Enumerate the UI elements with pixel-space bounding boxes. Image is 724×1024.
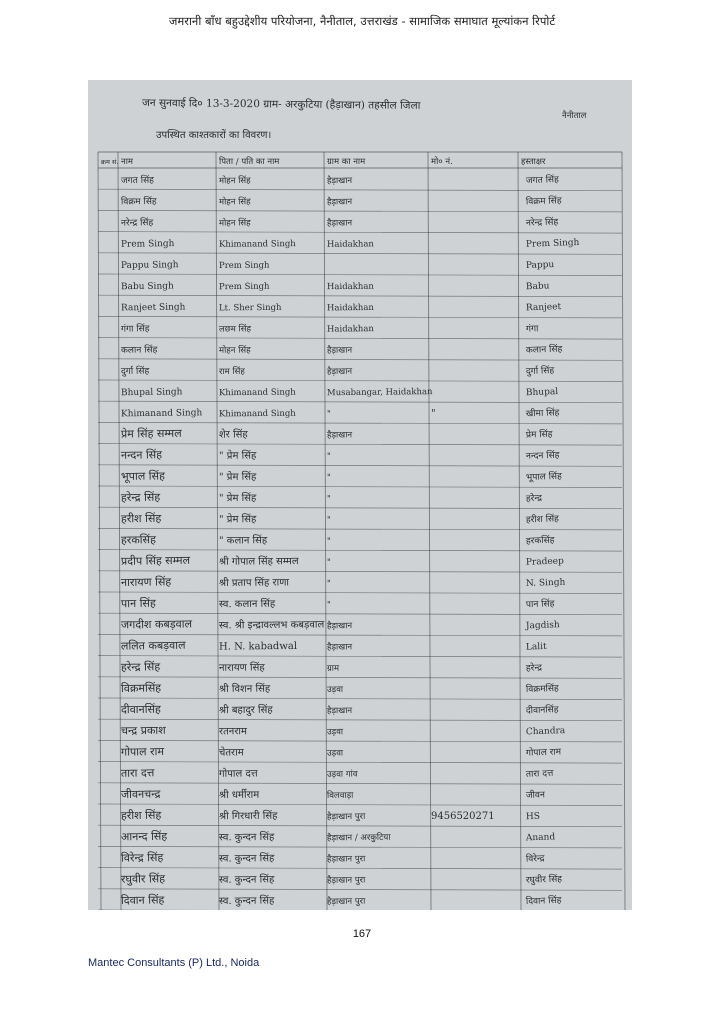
row-father-name: H. N. kabadwal bbox=[218, 640, 298, 653]
row-rule bbox=[98, 401, 622, 403]
row-name: जीवनचन्द्र bbox=[120, 787, 161, 801]
row-village: Haidakhan bbox=[326, 239, 374, 250]
column-header-father: पिता / पति का नाम bbox=[219, 157, 280, 167]
row-village: उड़वा गांव bbox=[326, 769, 358, 780]
row-rule bbox=[98, 528, 622, 530]
row-name: दीवानसिंह bbox=[120, 702, 161, 717]
row-rule bbox=[98, 189, 622, 191]
row-signature: खीमा सिंह bbox=[525, 408, 560, 420]
row-signature: दिवान सिंह bbox=[525, 895, 562, 907]
footer-company: Mantec Consultants (P) Ltd., Noida bbox=[88, 957, 260, 969]
row-village: हैड़ाखान पुरा bbox=[326, 811, 366, 823]
row-father-name: चेतराम bbox=[218, 747, 244, 759]
row-father-name: श्री विशन सिंह bbox=[218, 683, 271, 695]
row-rule bbox=[98, 762, 622, 764]
row-name: हरीश सिंह bbox=[120, 511, 162, 526]
row-father-name: स्व. कुन्दन सिंह bbox=[218, 895, 275, 907]
row-father-name: स्व. कुन्दन सिंह bbox=[218, 831, 275, 844]
row-rule bbox=[98, 486, 622, 488]
row-village: हैड़ाखान bbox=[326, 366, 353, 377]
row-name: जगदीश कबड़वाल bbox=[120, 617, 193, 632]
row-signature: गोपाल राम bbox=[525, 747, 562, 759]
row-rule bbox=[98, 613, 622, 615]
row-signature: हरकसिंह bbox=[525, 535, 555, 547]
column-rule bbox=[622, 152, 625, 910]
row-name: विरेन्द्र सिंह bbox=[120, 851, 164, 865]
row-father-name: Khimanand Singh bbox=[218, 408, 296, 420]
row-name: हरेन्द्र सिंह bbox=[120, 660, 161, 674]
row-rule bbox=[98, 592, 622, 594]
row-signature: हरेन्द्र bbox=[525, 493, 543, 505]
attendance-table-svg bbox=[88, 80, 632, 910]
row-father-name: " प्रेम सिंह bbox=[218, 514, 257, 526]
row-signature: गंगा bbox=[525, 324, 539, 335]
page-header: जमरानी बाँध बहुउद्देशीय परियोजना, नैनीताल, उत्तराखंड - सामाजिक समाघात मूल्यांकन रिपोर्ट bbox=[168, 14, 556, 28]
row-rule bbox=[98, 804, 622, 806]
row-signature: Anand bbox=[525, 832, 556, 844]
row-village: उड़वा bbox=[326, 727, 344, 738]
row-signature: नन्दन सिंह bbox=[525, 450, 560, 462]
row-father-name: " प्रेम सिंह bbox=[218, 450, 257, 462]
row-signature: पान सिंह bbox=[525, 599, 555, 611]
row-rule bbox=[98, 444, 622, 446]
row-signature: Bhupal bbox=[525, 387, 559, 399]
row-village: हैड़ाखान bbox=[326, 621, 353, 632]
row-name: नरेन्द्र सिंह bbox=[120, 218, 154, 229]
sheet-subheading: उपस्थित काश्तकारों का विवरण। bbox=[156, 130, 272, 141]
row-village: हैड़ाखान पुरा bbox=[326, 896, 366, 907]
page-number: 167 bbox=[352, 928, 372, 940]
row-village: हैड़ाखान bbox=[326, 197, 353, 208]
row-village: ग्राम bbox=[326, 663, 340, 674]
row-village: हैड़ाखान bbox=[326, 430, 353, 441]
row-village: हैड़ाखान bbox=[326, 642, 353, 653]
row-name: चन्द्र प्रकाश bbox=[120, 723, 166, 738]
row-father-name: मोहन सिंह bbox=[218, 345, 251, 356]
row-rule bbox=[98, 550, 622, 552]
row-father-name: स्व. कुन्दन सिंह bbox=[218, 853, 275, 865]
row-signature: हरीश सिंह bbox=[525, 514, 560, 526]
row-name: प्रेम सिंह सम्मल bbox=[120, 426, 182, 441]
row-name: Ranjeet Singh bbox=[120, 302, 186, 314]
row-rule bbox=[98, 274, 622, 276]
row-father-name: श्री प्रताप सिंह राणा bbox=[218, 577, 290, 589]
row-signature: विक्रम सिंह bbox=[525, 196, 562, 208]
row-village: हैड़ाखान bbox=[326, 705, 353, 717]
row-name: नारायण सिंह bbox=[120, 575, 172, 589]
row-signature: नरेन्द्र सिंह bbox=[525, 217, 559, 229]
row-father-name: रतनराम bbox=[218, 726, 248, 738]
row-village: " bbox=[326, 557, 331, 568]
row-father-name: राम सिंह bbox=[218, 366, 245, 377]
column-header-village: ग्राम का नाम bbox=[327, 157, 366, 167]
row-name: Pappu Singh bbox=[120, 260, 179, 271]
row-rule bbox=[98, 295, 622, 297]
row-village: हैड़ाखान पुरा bbox=[326, 854, 366, 865]
row-signature: Lalit bbox=[525, 641, 547, 653]
row-village: हैड़ाखान पुरा bbox=[326, 875, 366, 886]
row-village: " bbox=[326, 472, 331, 483]
row-father-name: Khimanand Singh bbox=[218, 239, 296, 250]
row-rule bbox=[98, 338, 622, 340]
row-signature: दुर्गा सिंह bbox=[525, 366, 555, 377]
column-rule bbox=[98, 152, 101, 910]
row-signature: कलान सिंह bbox=[525, 344, 563, 356]
row-village: " bbox=[326, 451, 331, 462]
row-rule bbox=[98, 719, 622, 721]
row-village: " bbox=[326, 578, 331, 589]
row-rule bbox=[98, 210, 622, 212]
column-header-name: नाम bbox=[121, 157, 134, 167]
row-name: हरकसिंह bbox=[120, 533, 156, 547]
column-header-mobile: मो० नं. bbox=[431, 157, 453, 167]
row-rule bbox=[98, 677, 622, 679]
row-rule bbox=[98, 698, 622, 700]
row-rule bbox=[98, 656, 622, 658]
row-signature: विरेन्द्र bbox=[525, 853, 545, 865]
row-village: " bbox=[326, 515, 331, 526]
row-rule bbox=[98, 825, 622, 827]
column-header-serial: क्रम सं. bbox=[101, 158, 119, 166]
column-header-signature: हस्ताक्षर bbox=[521, 157, 546, 167]
row-name: Khimanand Singh bbox=[120, 408, 203, 420]
row-rule bbox=[98, 465, 622, 467]
row-signature: हरेन्द्र bbox=[525, 663, 543, 674]
row-village: " bbox=[326, 494, 331, 505]
row-rule bbox=[98, 316, 622, 318]
row-rule bbox=[98, 232, 622, 234]
row-mobile: " bbox=[431, 408, 436, 420]
row-mobile: 9456520271 bbox=[431, 811, 495, 823]
row-name: गंगा सिंह bbox=[120, 324, 150, 335]
row-name: तारा दत्त bbox=[120, 766, 155, 780]
row-name: हरेन्द्र सिंह bbox=[120, 490, 161, 505]
row-village: Haidakhan bbox=[326, 324, 374, 335]
row-signature: जगत सिंह bbox=[525, 175, 560, 187]
row-name: प्रदीप सिंह सम्मल bbox=[120, 553, 191, 568]
row-father-name: श्री गोपाल सिंह सम्मल bbox=[218, 556, 299, 568]
row-village: उड़वा bbox=[326, 748, 344, 759]
row-signature: Prem Singh bbox=[525, 237, 580, 250]
row-signature: Chandra bbox=[525, 726, 566, 738]
row-name: गोपाल राम bbox=[120, 745, 165, 759]
row-village: हैड़ाखान bbox=[326, 345, 353, 356]
row-name: Bhupal Singh bbox=[120, 387, 183, 399]
row-name: रघुवीर सिंह bbox=[120, 872, 166, 886]
row-village: हैड़ाखान bbox=[326, 175, 353, 187]
row-father-name: " प्रेम सिंह bbox=[218, 492, 257, 505]
row-rule bbox=[98, 783, 622, 785]
row-father-name: Khimanand Singh bbox=[218, 387, 296, 399]
row-father-name: Lt. Sher Singh bbox=[218, 302, 282, 314]
row-rule bbox=[98, 380, 622, 382]
row-name: पान सिंह bbox=[120, 596, 156, 611]
row-rule bbox=[98, 253, 622, 255]
row-village: Haidakhan bbox=[326, 281, 374, 293]
row-rule bbox=[98, 846, 622, 848]
row-name: कलान सिंह bbox=[120, 345, 158, 356]
row-signature: N. Singh bbox=[525, 577, 566, 589]
row-rule bbox=[98, 422, 622, 424]
row-father-name: मोहन सिंह bbox=[218, 197, 251, 208]
row-father-name: स्व. कुन्दन सिंह bbox=[218, 874, 275, 886]
row-father-name: श्री धर्मीराम bbox=[218, 789, 260, 801]
row-name: भूपाल सिंह bbox=[120, 469, 165, 483]
row-signature: दीवानसिंह bbox=[525, 705, 559, 717]
row-signature: Jagdish bbox=[525, 620, 560, 632]
row-father-name: श्री गिरधारी सिंह bbox=[218, 810, 278, 823]
row-signature: भूपाल सिंह bbox=[525, 471, 563, 483]
row-village: " bbox=[326, 409, 331, 420]
row-father-name: Prem Singh bbox=[218, 260, 270, 271]
sheet-heading-district: नैनीताल bbox=[562, 111, 587, 121]
row-signature: Pappu bbox=[525, 260, 555, 271]
row-village: विलवाड़ा bbox=[326, 790, 354, 801]
scanned-attendance-sheet bbox=[88, 80, 632, 910]
row-village: हैड़ाखान / अरकुटिया bbox=[326, 832, 391, 844]
row-rule bbox=[98, 571, 622, 573]
row-father-name: श्री बहादुर सिंह bbox=[218, 704, 273, 717]
row-rule bbox=[98, 359, 622, 361]
sheet-heading: जन सुनवाई दि० 13-3-2020 ग्राम- अरकुटिया (हैड़ाखान) तहसील जिला bbox=[141, 97, 421, 112]
row-signature: तारा दत्त bbox=[525, 768, 554, 780]
row-signature: रघुवीर सिंह bbox=[525, 874, 563, 886]
row-name: हरीश सिंह bbox=[120, 808, 162, 823]
row-father-name: लछम सिंह bbox=[218, 324, 251, 335]
row-village: Musabangar, Haidakhan bbox=[326, 387, 433, 399]
row-name: विक्रमसिंह bbox=[120, 681, 162, 695]
row-father-name: मोहन सिंह bbox=[218, 175, 251, 187]
row-name: ललित कबड़वाल bbox=[120, 638, 186, 653]
row-father-name: नारायण सिंह bbox=[218, 662, 265, 674]
row-signature: Ranjeet bbox=[525, 302, 562, 314]
row-village: " bbox=[326, 536, 331, 547]
row-signature: Babu bbox=[525, 281, 550, 293]
row-rule bbox=[98, 634, 622, 636]
row-father-name: स्व. कलान सिंह bbox=[218, 598, 276, 611]
row-signature: प्रेम सिंह bbox=[525, 429, 553, 441]
row-name: आनन्द सिंह bbox=[120, 829, 168, 844]
row-village: उड़वा bbox=[326, 684, 344, 695]
row-father-name: गोपाल दत्त bbox=[218, 768, 258, 780]
row-father-name: मोहन सिंह bbox=[218, 218, 251, 229]
column-rule bbox=[428, 152, 431, 910]
row-rule bbox=[98, 740, 622, 742]
row-signature: Pradeep bbox=[525, 556, 564, 568]
row-rule bbox=[98, 868, 622, 870]
row-name: दुर्गा सिंह bbox=[120, 366, 150, 377]
row-name: विक्रम सिंह bbox=[120, 196, 157, 208]
row-father-name: " प्रेम सिंह bbox=[218, 471, 257, 483]
row-father-name: " कलान सिंह bbox=[218, 535, 268, 547]
row-village: हैड़ाखान bbox=[326, 218, 353, 229]
row-rule bbox=[98, 889, 622, 891]
row-signature: जीवन bbox=[525, 790, 546, 801]
row-rule bbox=[98, 507, 622, 509]
row-father-name: Prem Singh bbox=[218, 281, 270, 293]
column-rule bbox=[518, 152, 521, 910]
row-name: Prem Singh bbox=[120, 239, 175, 250]
row-village: " bbox=[326, 600, 331, 611]
row-father-name: स्व. श्री इन्द्रावल्लभ कबड़वाल bbox=[218, 619, 325, 632]
row-father-name: शेर सिंह bbox=[218, 429, 248, 441]
row-signature: HS bbox=[525, 811, 541, 823]
row-name: Babu Singh bbox=[120, 281, 174, 293]
row-signature: विक्रमसिंह bbox=[525, 683, 559, 695]
row-name: जगत सिंह bbox=[120, 175, 154, 187]
row-village: Haidakhan bbox=[326, 302, 374, 314]
row-name: नन्दन सिंह bbox=[120, 448, 163, 462]
row-name: दिवान सिंह bbox=[120, 893, 165, 907]
